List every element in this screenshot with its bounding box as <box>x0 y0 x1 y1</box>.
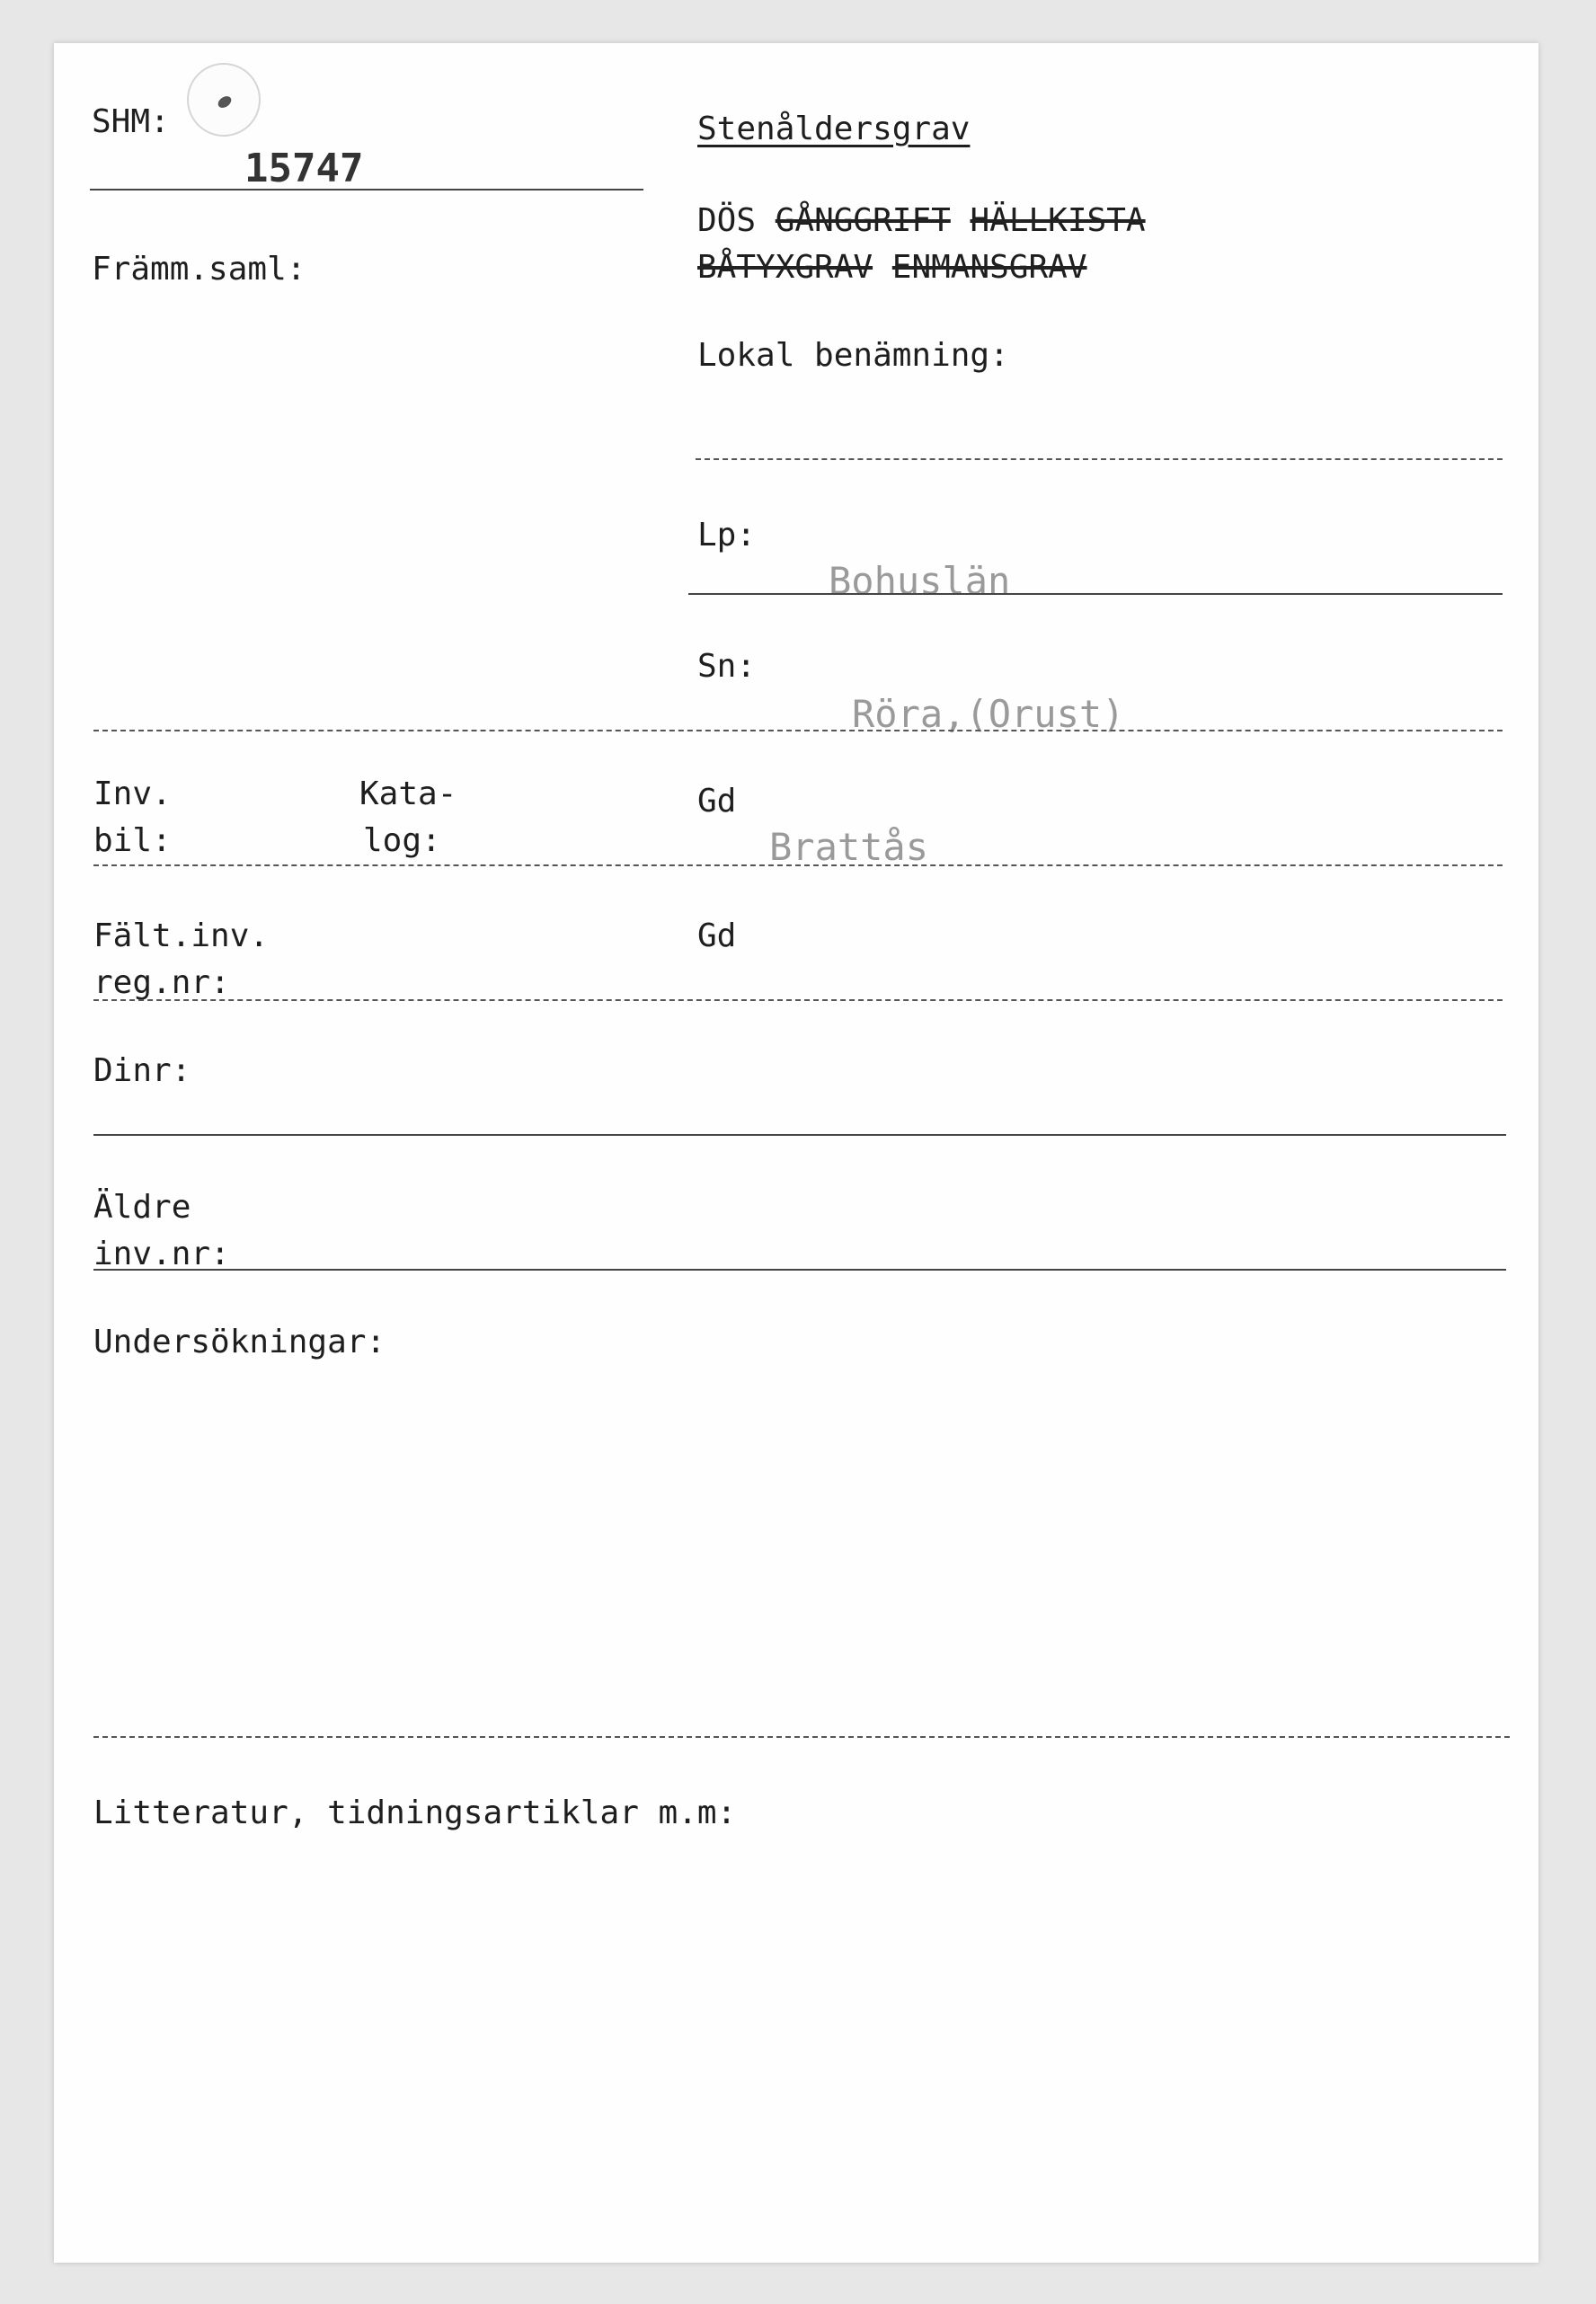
grave-type-enmansgrav: ENMANSGRAV <box>891 249 1087 286</box>
divider-undersokningar <box>93 1736 1510 1738</box>
grave-type-dos: DÖS <box>697 202 757 239</box>
shm-number: 15747 <box>244 146 364 191</box>
catalog-card <box>54 43 1538 2263</box>
divider-shm <box>90 189 643 191</box>
divider-main <box>93 730 1503 731</box>
divider-dinr <box>93 1134 1506 1136</box>
divider-lokal <box>696 458 1503 460</box>
gd1-value: Brattås <box>769 825 929 869</box>
aldre-label: Äldre <box>93 1189 191 1226</box>
gd1-label: Gd <box>697 783 737 820</box>
dinr-label: Dinr: <box>93 1052 191 1089</box>
lp-label: Lp: <box>697 517 757 554</box>
inv-nr-label: inv.nr: <box>93 1236 230 1272</box>
sn-value: Röra,(Orust) <box>852 692 1125 736</box>
undersokningar-label: Undersökningar: <box>93 1324 386 1360</box>
lp-value: Bohuslän <box>829 559 1011 603</box>
falt-inv-label: Fält.inv. <box>93 917 270 954</box>
stamp-mark-icon <box>216 93 233 110</box>
shm-label: SHM: <box>92 103 170 140</box>
grave-type-line-2 <box>697 249 1087 286</box>
log-label: log: <box>363 822 441 859</box>
stamp-circle <box>187 63 261 137</box>
litteratur-label: Litteratur, tidningsartiklar m.m: <box>93 1794 737 1831</box>
grave-type-hallkista: HÄLLKISTA <box>970 202 1146 239</box>
inv-label: Inv. <box>93 775 172 812</box>
grave-type-line-1 <box>697 202 1146 239</box>
bil-label: bil: <box>93 822 172 859</box>
divider-inv <box>93 864 1503 866</box>
framm-saml-label: Främm.saml: <box>92 251 306 288</box>
kata-label: Kata- <box>359 775 457 812</box>
card-title: Stenåldersgrav <box>697 111 971 147</box>
divider-falt <box>93 999 1503 1001</box>
lokal-benamning-label: Lokal benämning: <box>697 337 1009 374</box>
gd2-label: Gd <box>697 917 737 954</box>
sn-label: Sn: <box>697 648 757 685</box>
reg-nr-label: reg.nr: <box>93 964 230 1001</box>
divider-aldre <box>93 1269 1506 1271</box>
grave-type-batyxgrav: BÅTYXGRAV <box>697 249 873 286</box>
divider-lp <box>688 593 1503 595</box>
grave-type-ganggrift: GÅNGGRIFT <box>775 202 951 239</box>
